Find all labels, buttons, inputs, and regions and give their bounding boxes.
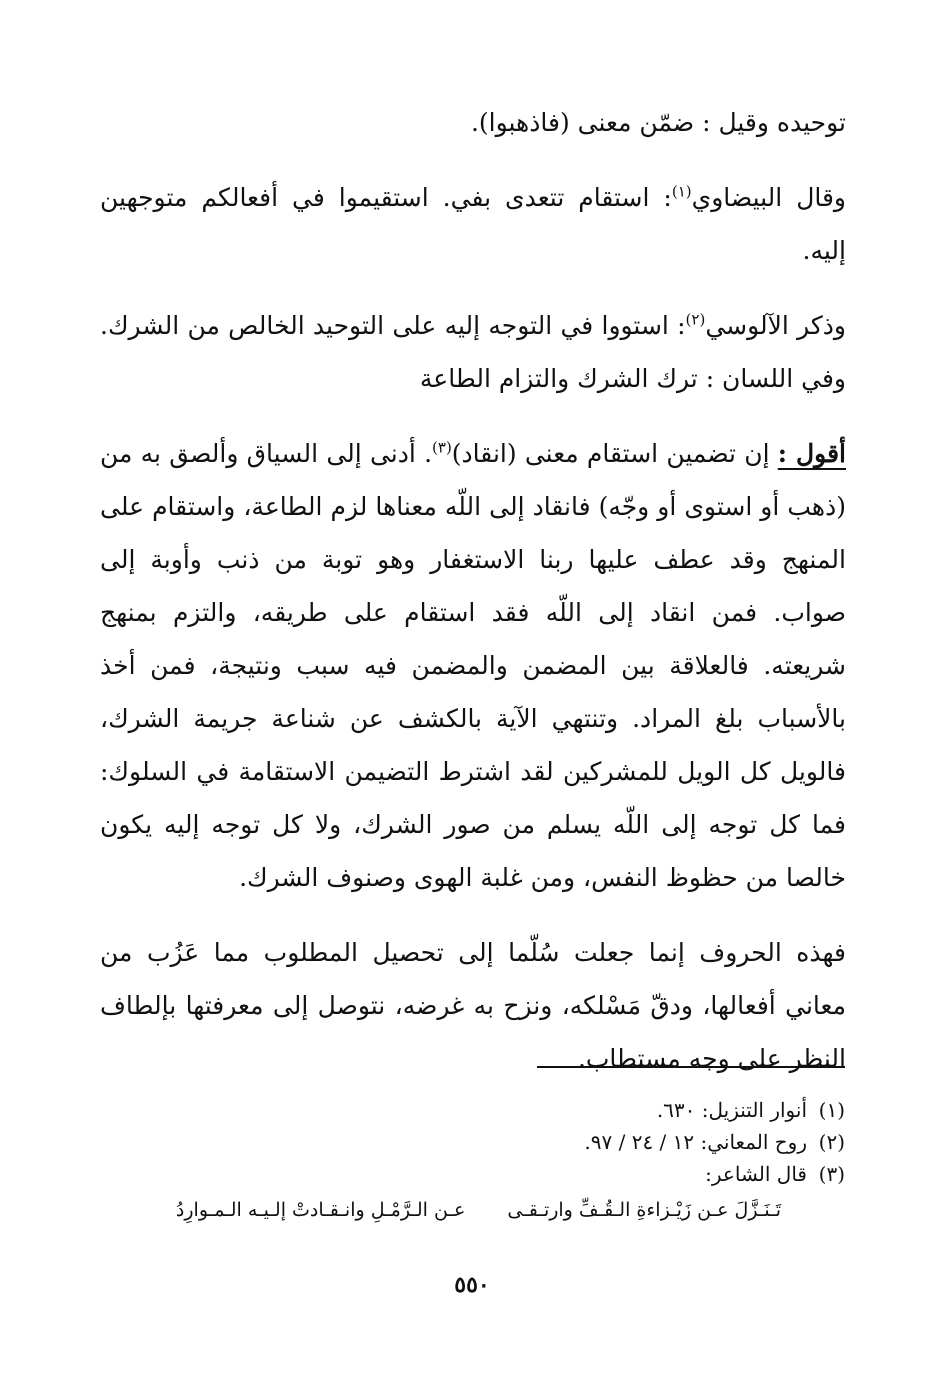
paragraph-5: [100, 926, 846, 1085]
paragraph-3-start: وذكر الآلوسي: [705, 311, 846, 340]
footnote-1-text: أنوار التنزيل: ٦٣٠.: [656, 1098, 807, 1122]
footnote-ref-3[interactable]: (٣): [432, 438, 452, 457]
paragraph-5-text: فهذه الحروف إنما جعلت سُلّما إلى تحصيل المطلوب مما عَزُب من معاني أفعالها، ودقّ مَسْلكه، ونزح به غرضه، نتوصل إلى معرفتها بإلطاف النظر على وجه مستطاب.: [100, 938, 846, 1073]
footnote-2-text: روح المعاني: ١٢ / ٢٤ / ٩٧.: [584, 1130, 807, 1154]
paragraph-3: [100, 299, 846, 405]
paragraph-4: [100, 427, 846, 904]
page-number: ٥٥٠: [454, 1272, 490, 1298]
footnote-3-number: (٣): [818, 1162, 845, 1186]
footnote-2: [155, 1126, 845, 1158]
footnotes: [155, 1094, 845, 1226]
paragraph-2-rest: : استقام تتعدى بفي. استقيموا في أفعالكم متوجهين إليه.: [100, 183, 846, 265]
footnote-ref-2[interactable]: (٢): [685, 310, 706, 329]
footnote-1-number: (١): [818, 1098, 845, 1122]
footnote-ref-1[interactable]: (١): [671, 182, 692, 201]
footnote-2-number: (٢): [818, 1130, 845, 1154]
main-text: [100, 96, 846, 1107]
footnote-1: [155, 1094, 845, 1126]
paragraph-4-start: إن تضمين استقام معنى (انقاد): [451, 439, 778, 468]
footnote-3: [155, 1158, 845, 1190]
paragraph-1: [100, 96, 846, 149]
paragraph-1-text: توحيده وقيل : ضمّن معنى (فاذهبوا).: [470, 108, 846, 137]
verse-first-hemistich: تَـنَـزَّلَ عـن زَيْـزاءةِ الـقُـفِّ وارتـقـى: [507, 1199, 781, 1221]
paragraph-4-lead: أقول :: [777, 439, 846, 468]
paragraph-2-start: وقال البيضاوي: [691, 183, 846, 212]
paragraph-3-rest: : استووا في التوجه إليه على التوحيد الخالص من الشرك. وفي اللسان : ترك الشرك والتزام الطاعة: [100, 311, 846, 393]
poem-verse: [155, 1194, 845, 1226]
paragraph-4-rest: . أدنى إلى السياق وألصق به من (ذهب أو استوى أو وجّه) فانقاد إلى اللّه معناها لزم الطاعة، واستقام على المنهج وقد عطف عليها ربنا الاستغفار وهو توبة من ذنب وأوبة إلى صواب. فمن انقاد إلى اللّه فقد استقام على طريقه، والتزم بمنهج شريعته. فالعلاقة بين المضمن والمضمن فيه سبب ونتيجة، فمن أخذ بالأسباب بلغ المراد. وتنتهي الآية بالكشف عن شناعة جريمة الشرك، فالويل كل الويل للمشركين لقد اشترط التضيمن الاستقامة في السلوك: فما كل توجه إلى اللّه يسلم من صور الشرك، ولا كل توجه إليه يكون خالصا من حظوظ النفس، ومن غلبة الهوى وصنوف الشرك.: [100, 439, 846, 892]
footnote-3-text: قال الشاعر:: [705, 1162, 807, 1186]
verse-second-hemistich: عـن الـرَّمْـلِ وانـقـادتْ إلـيـه الـمـوارِدُ: [175, 1199, 466, 1221]
paragraph-2: [100, 171, 846, 277]
footnote-divider: [537, 1066, 845, 1068]
